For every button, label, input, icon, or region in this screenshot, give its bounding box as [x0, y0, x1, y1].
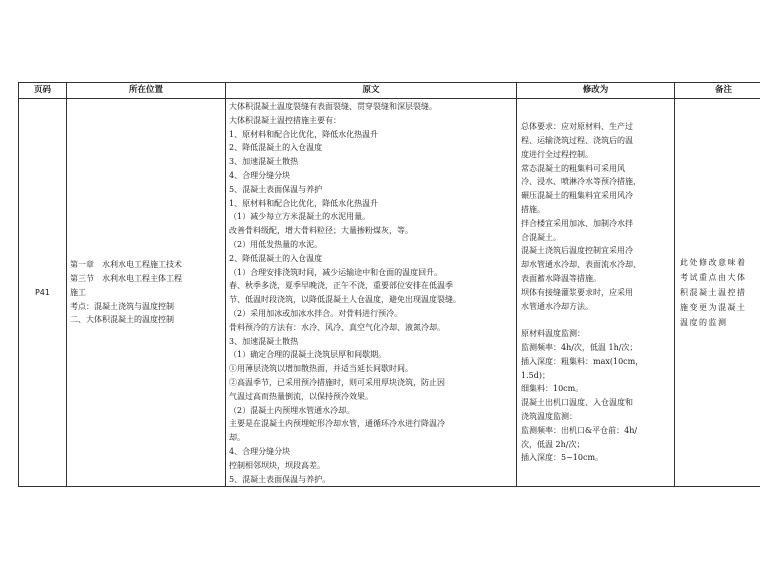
original-line: 5、混凝土表面保温与养护 — [229, 184, 323, 194]
original-line: （1）合理安排浇筑时间，减少运输途中和仓面的温度回升。 — [229, 267, 443, 277]
original-line: （2）用低发热量的水泥。 — [229, 239, 323, 249]
original-line: 改善骨料级配，增大骨料粒径；大量掺粉煤灰，等。 — [229, 226, 413, 236]
modified-line: 原材料温度监测： — [521, 329, 585, 339]
modified-line: 插入深度：5~10cm。 — [521, 453, 604, 463]
original-line: 气温过高而热量倒流，以保持预冷效果。 — [229, 391, 373, 401]
original-line: 5、混凝土表面保温与养护。 — [229, 474, 331, 484]
modified-line: 却水管通水冷却、表面流水冷却、 — [521, 260, 641, 270]
modified-line: 合混凝土。 — [521, 232, 561, 242]
original-line: 3、加速混凝土散热 — [229, 336, 299, 346]
modified-line: 插入深度：粗集料：max(10cm， — [521, 356, 644, 366]
modified-line: 1.5d)； — [521, 370, 550, 380]
location-line: 考点：混凝土浇筑与温度控制 — [70, 301, 174, 311]
original-line: 1、原材料和配合比优化，降低水化热温升 — [229, 198, 379, 208]
original-line: 3、加速混凝土散热 — [229, 157, 299, 167]
modified-line: 措施。 — [521, 204, 545, 214]
modified-line: 浇筑温度监测： — [521, 411, 577, 421]
errata-table — [18, 82, 760, 487]
original-line: 主要是在混凝土内预埋蛇形冷却水管，通循环冷水进行降温冷 — [229, 419, 445, 429]
modified-line: 冷、浸水、喷淋冷水等预冷措施， — [521, 177, 641, 187]
table-row — [19, 99, 760, 487]
modified-line: 混凝土浇筑后温度控制宜采用冷 — [521, 246, 633, 256]
modified-line: 次，低温 2h/次； — [521, 439, 585, 449]
note-line: 温度的监测 — [680, 318, 728, 328]
original-line: ①用薄层浇筑以增加散热面，并适当延长间歇时间。 — [229, 364, 413, 374]
original-line: 2、降低混凝土的入仓温度 — [229, 143, 323, 153]
note-cell — [675, 99, 760, 487]
location-line: 施工 — [70, 287, 86, 297]
note-line: 积混凝土温控措 — [680, 288, 747, 298]
modified-line: 监测频率：出机口&平仓前：4h/ — [521, 425, 638, 435]
modified-line: 拌合楼宜采用加冰、加制冷水拌 — [521, 218, 633, 228]
modified-line: 表面蓄水降温等措施。 — [521, 273, 601, 283]
modified-line: 度进行全过程控制。 — [521, 149, 593, 159]
modified-line: 总体要求：应对原材料、生产过 — [521, 122, 633, 132]
header-row — [19, 83, 760, 99]
original-line: 4、合理分缝分块 — [229, 170, 291, 180]
original-line: 2、降低混凝土的入仓温度 — [229, 253, 323, 263]
original-line: ②高温季节，已采用预冷措施时，则可采用厚块浇筑，防止因 — [229, 377, 445, 387]
modified-line: 监测频率：4h/次，低温 1h/次； — [521, 342, 638, 352]
location-line: 二、大体积混凝土的温度控制 — [70, 315, 174, 325]
location-line: 第一章 水利水电工程施工技术 — [70, 260, 182, 270]
original-line: 节、低温时段浇筑，以降低混凝土人仓温度，避免出现温度裂缝。 — [229, 295, 461, 305]
header-note: 备注 — [675, 83, 760, 99]
modified-line: 碾压混凝土的粗集料宜采用风冷 — [521, 191, 633, 201]
original-line: 大体积混凝土温度裂缝有表面裂缝、贯穿裂缝和深层裂缝。 — [229, 102, 437, 111]
page-cell: P41 — [19, 99, 67, 487]
header-location: 所在位置 — [67, 83, 226, 99]
header-page: 页码 — [19, 83, 67, 99]
blank-line — [521, 313, 670, 327]
header-modified: 修改为 — [517, 83, 675, 99]
original-line: （2）采用加冰或加冰水拌合。对骨料进行预冷。 — [229, 308, 403, 318]
note-line: 考试重点由大体 — [680, 273, 747, 283]
original-line: 控制相邻坝块，坝段高差。 — [229, 460, 325, 470]
original-line: （2）混凝土内预埋水管通水冷却。 — [229, 405, 355, 415]
modified-line: 细集料：10cm。 — [521, 384, 584, 394]
location-line: 第三节 水利水电工程主体工程 — [70, 273, 182, 283]
original-line: 春、秋季多浇，夏季早晚浇，正午不浇，重要部位安排在低温季 — [229, 281, 453, 291]
modified-line: 混凝土出机口温度、入仓温度和 — [521, 398, 633, 408]
original-line: 却。 — [229, 433, 245, 443]
modified-line: 水管通水冷却方法。 — [521, 301, 593, 311]
original-line: 1、原材料和配合比优化，降低水化热温升 — [229, 129, 379, 139]
modified-line: 坝体有接缝灌浆要求时，应采用 — [521, 287, 633, 297]
note-line: 施变更为混凝土 — [680, 303, 747, 313]
original-line: 4、合理分缝分块 — [229, 446, 291, 456]
location-cell — [67, 99, 226, 487]
original-text — [229, 99, 513, 486]
modified-line: 程、运输浇筑过程、浇筑后的温 — [521, 135, 633, 145]
modified-cell — [517, 99, 675, 487]
original-line: 大体积混凝土温控措施主要有： — [229, 115, 341, 125]
original-line: （1）确定合理的混凝土浇筑层厚和间歇期。 — [229, 350, 387, 360]
original-line: 骨料预冷的方法有：水冷、风冷、真空气化冷却、液氮冷却。 — [229, 322, 445, 332]
original-cell — [226, 99, 517, 487]
note-line: 此处修改意味着 — [680, 258, 747, 268]
original-line: （1）减少每立方米混凝土的水泥用量。 — [229, 212, 371, 222]
header-original: 原文 — [226, 83, 517, 99]
modified-line: 常态混凝土的粗集料可采用风 — [521, 163, 625, 173]
